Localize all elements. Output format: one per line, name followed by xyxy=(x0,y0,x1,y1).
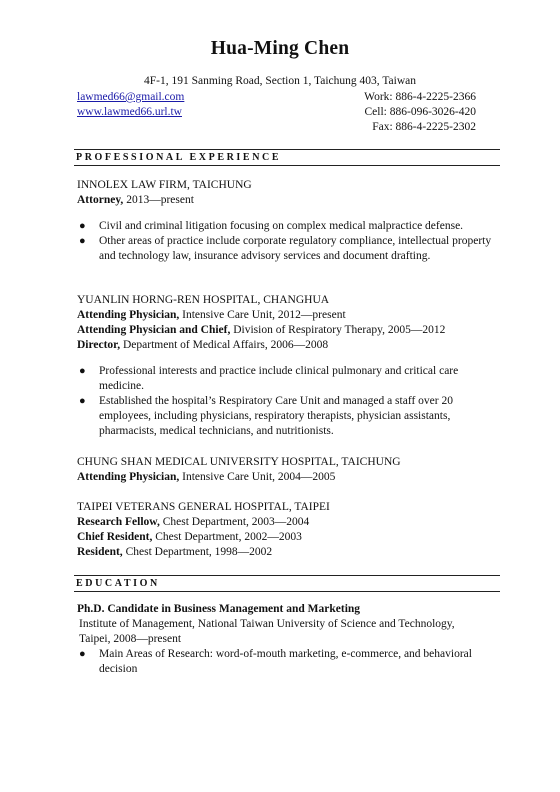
bullet-icon: ● xyxy=(79,220,86,232)
job-role xyxy=(77,515,498,530)
job-taipei-veterans xyxy=(77,500,498,560)
role-detail: Division of Respiratory Therapy, 2005—2012 xyxy=(230,324,446,336)
role-detail: Intensive Care Unit, 2012—present xyxy=(179,309,346,321)
experience-heading: PROFESSIONAL EXPERIENCE xyxy=(74,149,500,166)
bullet-icon: ● xyxy=(79,365,86,377)
role-detail: Chest Department, 1998—2002 xyxy=(122,546,273,558)
job-role xyxy=(77,470,498,485)
job-role xyxy=(77,530,498,545)
cell-phone: Cell: 886-096-3026-420 xyxy=(364,106,476,118)
job-role xyxy=(77,545,498,560)
bullet-item xyxy=(77,234,498,264)
contact-links xyxy=(77,90,184,120)
job-bullets xyxy=(77,219,498,264)
bullet-item xyxy=(77,394,498,439)
role-detail: 2013—present xyxy=(123,194,194,206)
role-title: Research Fellow, xyxy=(77,516,160,528)
job-innolex xyxy=(77,178,498,264)
location-years: Taipei, 2008—present xyxy=(79,633,182,645)
bullet-text: Civil and criminal litigation focusing on complex medical malpractice defense. xyxy=(99,220,464,232)
bullet-item xyxy=(77,647,498,677)
job-org: INNOLEX LAW FIRM, TAICHUNG xyxy=(77,179,252,191)
job-org: TAIPEI VETERANS GENERAL HOSPITAL, TAIPEI xyxy=(77,501,330,513)
bullet-text: Other areas of practice include corporate regulatory compliance, intellectual property and technology law, insurance advisory services and document drafting. xyxy=(99,235,492,262)
education-entry xyxy=(77,602,498,677)
candidate-name: Hua-Ming Chen xyxy=(210,38,350,59)
role-title: Attorney, xyxy=(77,194,124,206)
degree: Ph.D. Candidate in Business Management and Marketing xyxy=(77,603,361,615)
bullet-text: Professional interests and practice include clinical pulmonary and critical care medicine. xyxy=(99,365,459,392)
bullet-item xyxy=(77,219,498,234)
website-link[interactable]: www.lawmed66.url.tw xyxy=(77,106,182,118)
job-role xyxy=(77,193,498,208)
role-title: Chief Resident, xyxy=(77,531,153,543)
bullet-item xyxy=(77,364,498,394)
job-org: CHUNG SHAN MEDICAL UNIVERSITY HOSPITAL, TAICHUNG xyxy=(77,456,401,468)
role-title: Director, xyxy=(77,339,121,351)
address: 4F-1, 191 Sanming Road, Section 1, Taichung 403, Taiwan xyxy=(143,75,417,87)
bullet-icon: ● xyxy=(79,235,86,247)
job-role xyxy=(77,338,498,353)
role-title: Attending Physician and Chief, xyxy=(77,324,231,336)
role-title: Resident, xyxy=(77,546,123,558)
email-link[interactable]: lawmed66@gmail.com xyxy=(77,91,185,103)
education-heading: EDUCATION xyxy=(74,575,500,592)
fax-number: Fax: 886-4-2225-2302 xyxy=(372,121,476,133)
role-detail: Department of Medical Affairs, 2006—2008 xyxy=(120,339,329,351)
role-title: Attending Physician, xyxy=(77,471,180,483)
job-bullets xyxy=(77,364,498,439)
job-org: YUANLIN HORNG-REN HOSPITAL, CHANGHUA xyxy=(77,294,330,306)
job-role xyxy=(77,323,498,338)
role-detail: Chest Department, 2003—2004 xyxy=(159,516,310,528)
bullet-text: Main Areas of Research: word-of-mouth marketing, e-commerce, and behavioral decision xyxy=(99,648,472,675)
role-detail: Intensive Care Unit, 2004—2005 xyxy=(179,471,336,483)
role-detail: Chest Department, 2002—2003 xyxy=(152,531,302,543)
bullet-icon: ● xyxy=(79,648,86,660)
role-title: Attending Physician, xyxy=(77,309,180,321)
job-role xyxy=(77,308,498,323)
work-phone: Work: 886-4-2225-2366 xyxy=(364,91,476,103)
job-chung-shan xyxy=(77,455,498,485)
bullet-icon: ● xyxy=(79,395,86,407)
institution: Institute of Management, National Taiwan University of Science and Technology, xyxy=(79,618,455,630)
job-yuanlin xyxy=(77,293,498,439)
education-bullets xyxy=(77,647,498,677)
bullet-text: Established the hospital’s Respiratory Care Unit and managed a staff over 20 employees, including physicians, respiratory therapists, physician assistants, pharmacists, medical technicians, and nutritionists. xyxy=(99,395,453,437)
phone-numbers xyxy=(364,90,476,135)
